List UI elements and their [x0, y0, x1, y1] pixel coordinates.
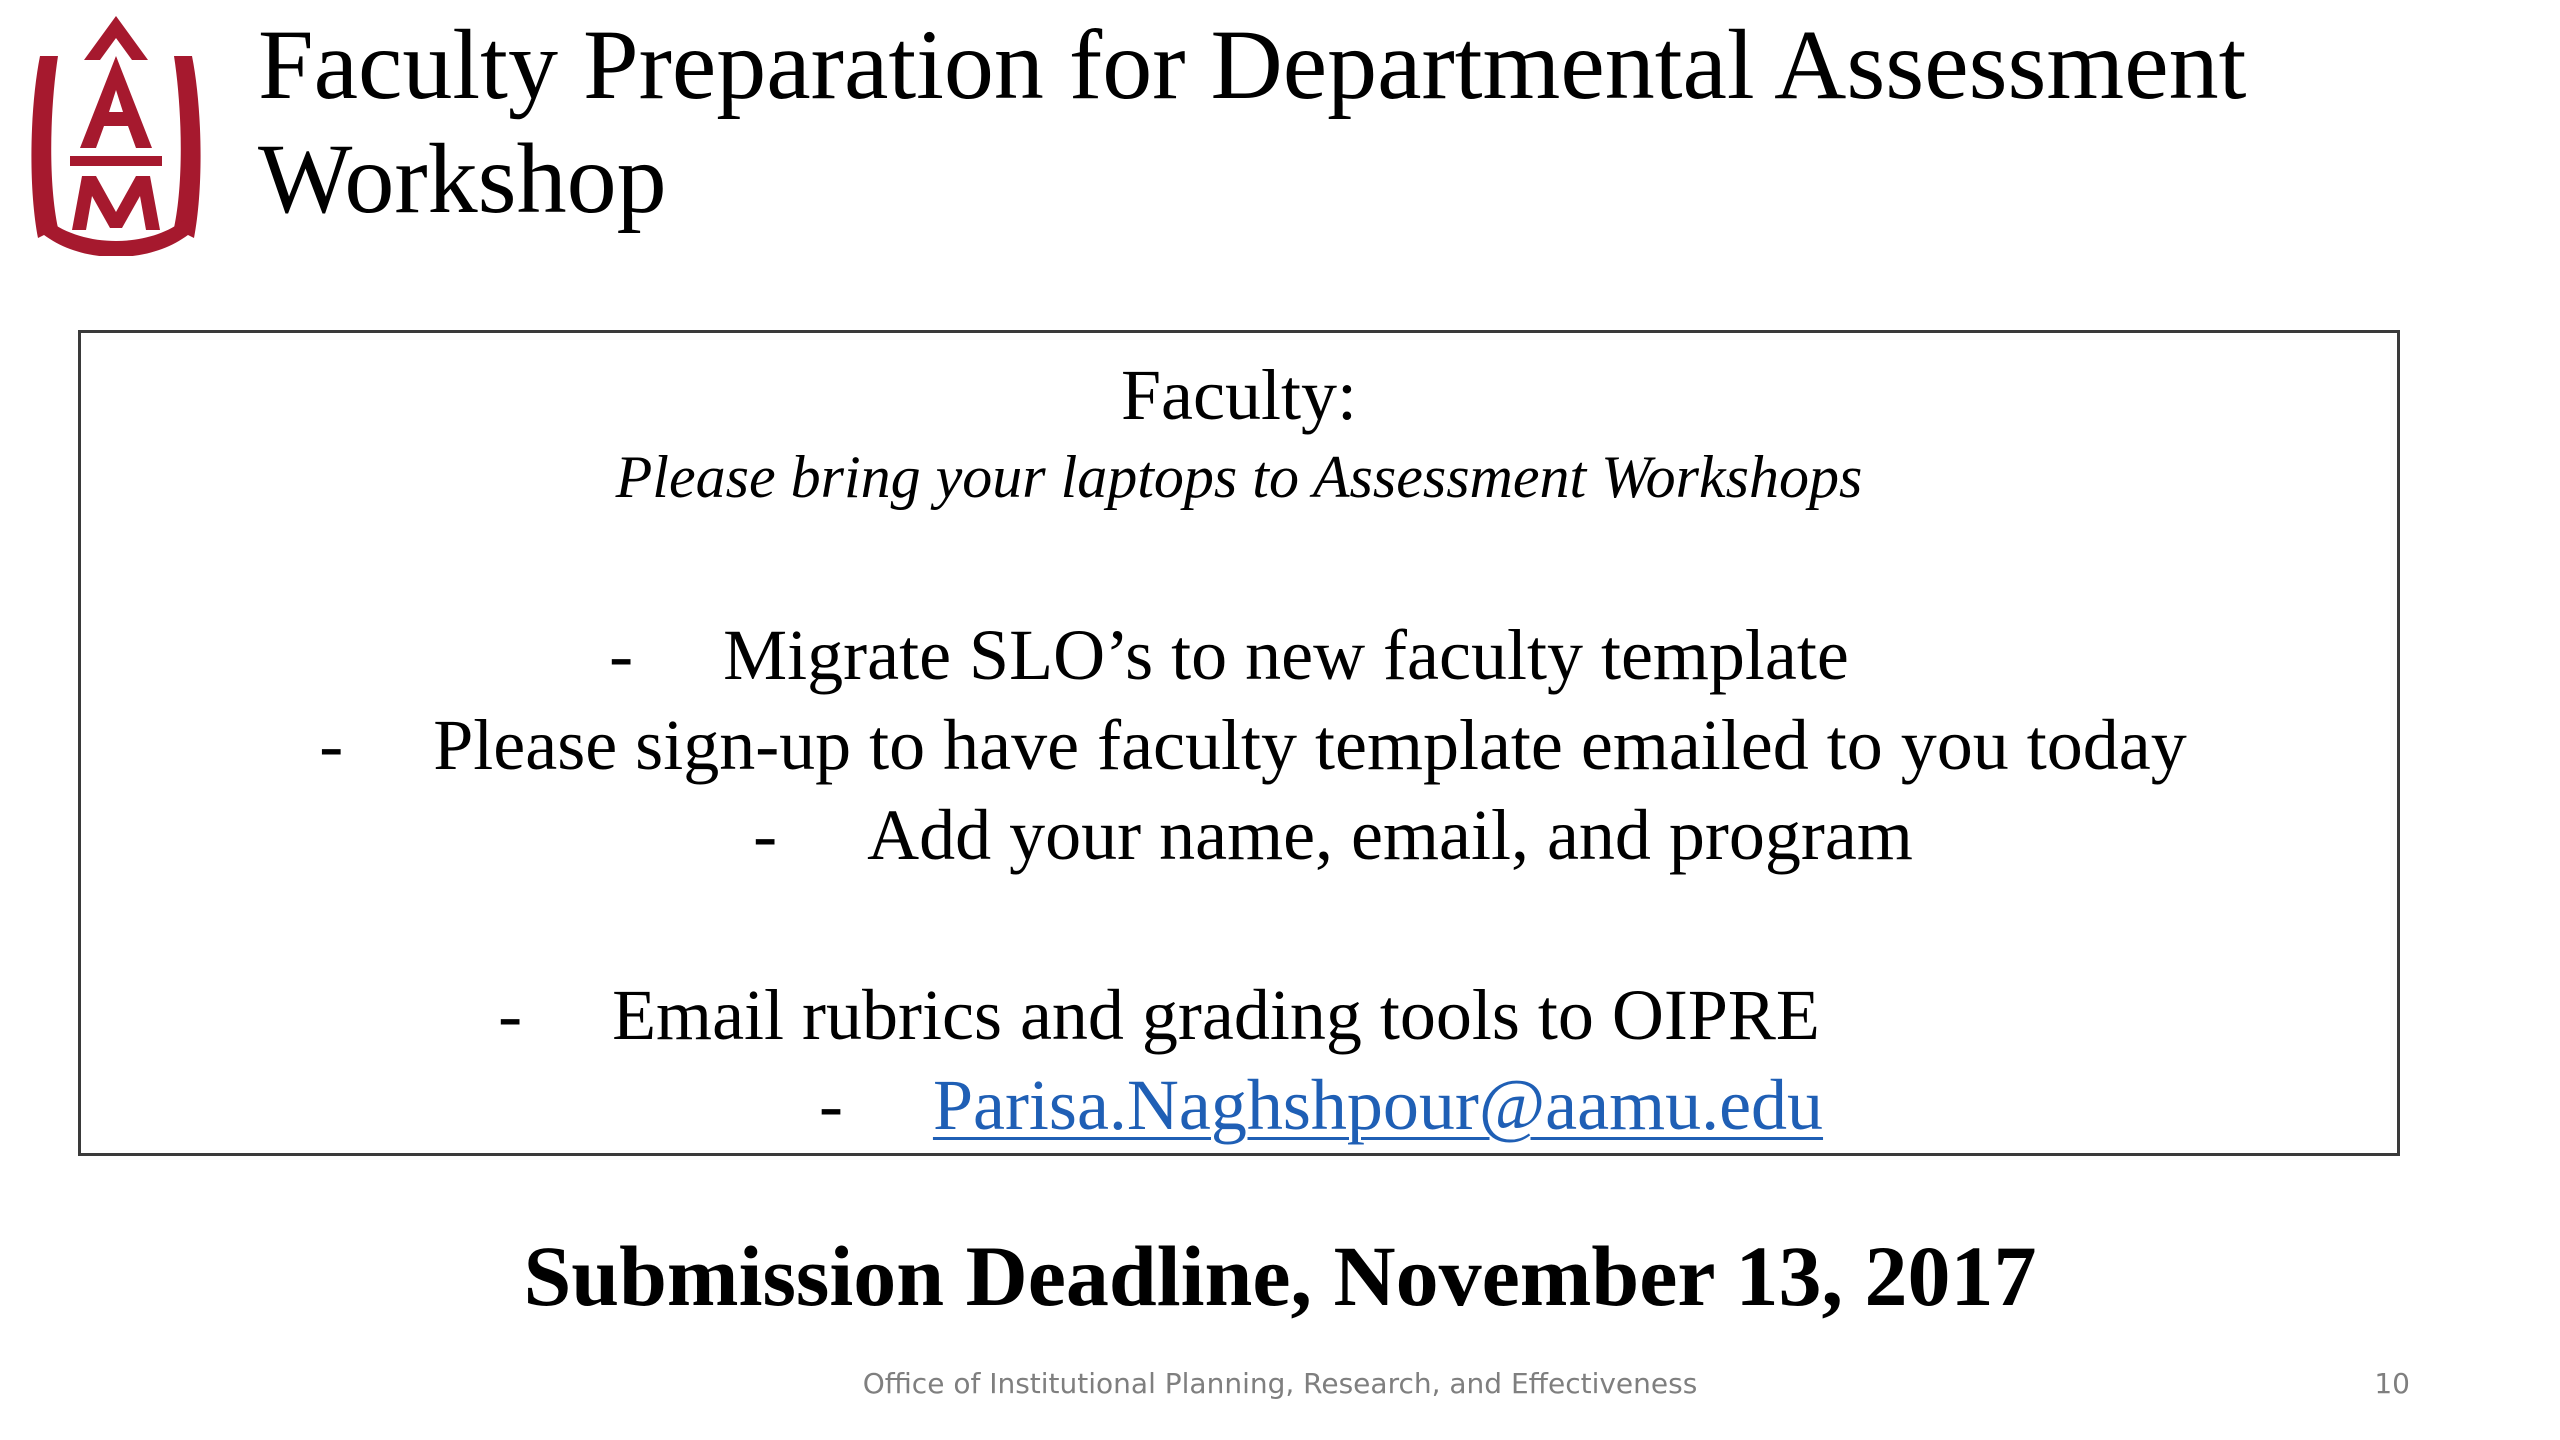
- bullet-dash: -: [753, 795, 778, 875]
- list-item-text: Migrate SLO’s to new faculty template: [723, 615, 1849, 695]
- list-item: [163, 1060, 2479, 1150]
- list-item-text: Email rubrics and grading tools to OIPRE: [612, 975, 1820, 1055]
- list-item: [71, 610, 2387, 700]
- submission-deadline: Submission Deadline, November 13, 2017: [523, 1228, 2037, 1324]
- list-item: [1, 970, 2317, 1060]
- bullet-dash: -: [498, 975, 523, 1055]
- slide-title-line-1: Faculty Preparation for Departmental Assessment: [258, 9, 2247, 120]
- list-item-text: Add your name, email, and program: [867, 795, 1913, 875]
- box-heading: Faculty:: [1121, 355, 1357, 435]
- bullet-dash: -: [319, 705, 344, 785]
- content-box: [78, 330, 2400, 1156]
- slide-title: [258, 8, 2498, 236]
- slide-title-line-2: Workshop: [258, 123, 667, 234]
- aamu-logo-icon: [18, 16, 214, 256]
- box-subheading: Please bring your laptops to Assessment Workshops: [615, 444, 1863, 510]
- bullet-dash: -: [818, 1065, 843, 1145]
- list-item: [95, 700, 2411, 790]
- list-item: [175, 790, 2491, 880]
- footer-office-name: Office of Institutional Planning, Research, and Effectiveness: [862, 1367, 1698, 1400]
- list-item-text: Please sign-up to have faculty template emailed to you today: [433, 705, 2187, 785]
- bullet-dash: -: [609, 615, 634, 695]
- email-link[interactable]: Parisa.Naghshpour@aamu.edu: [932, 1065, 1824, 1145]
- slide-page-number: 10: [2374, 1367, 2410, 1400]
